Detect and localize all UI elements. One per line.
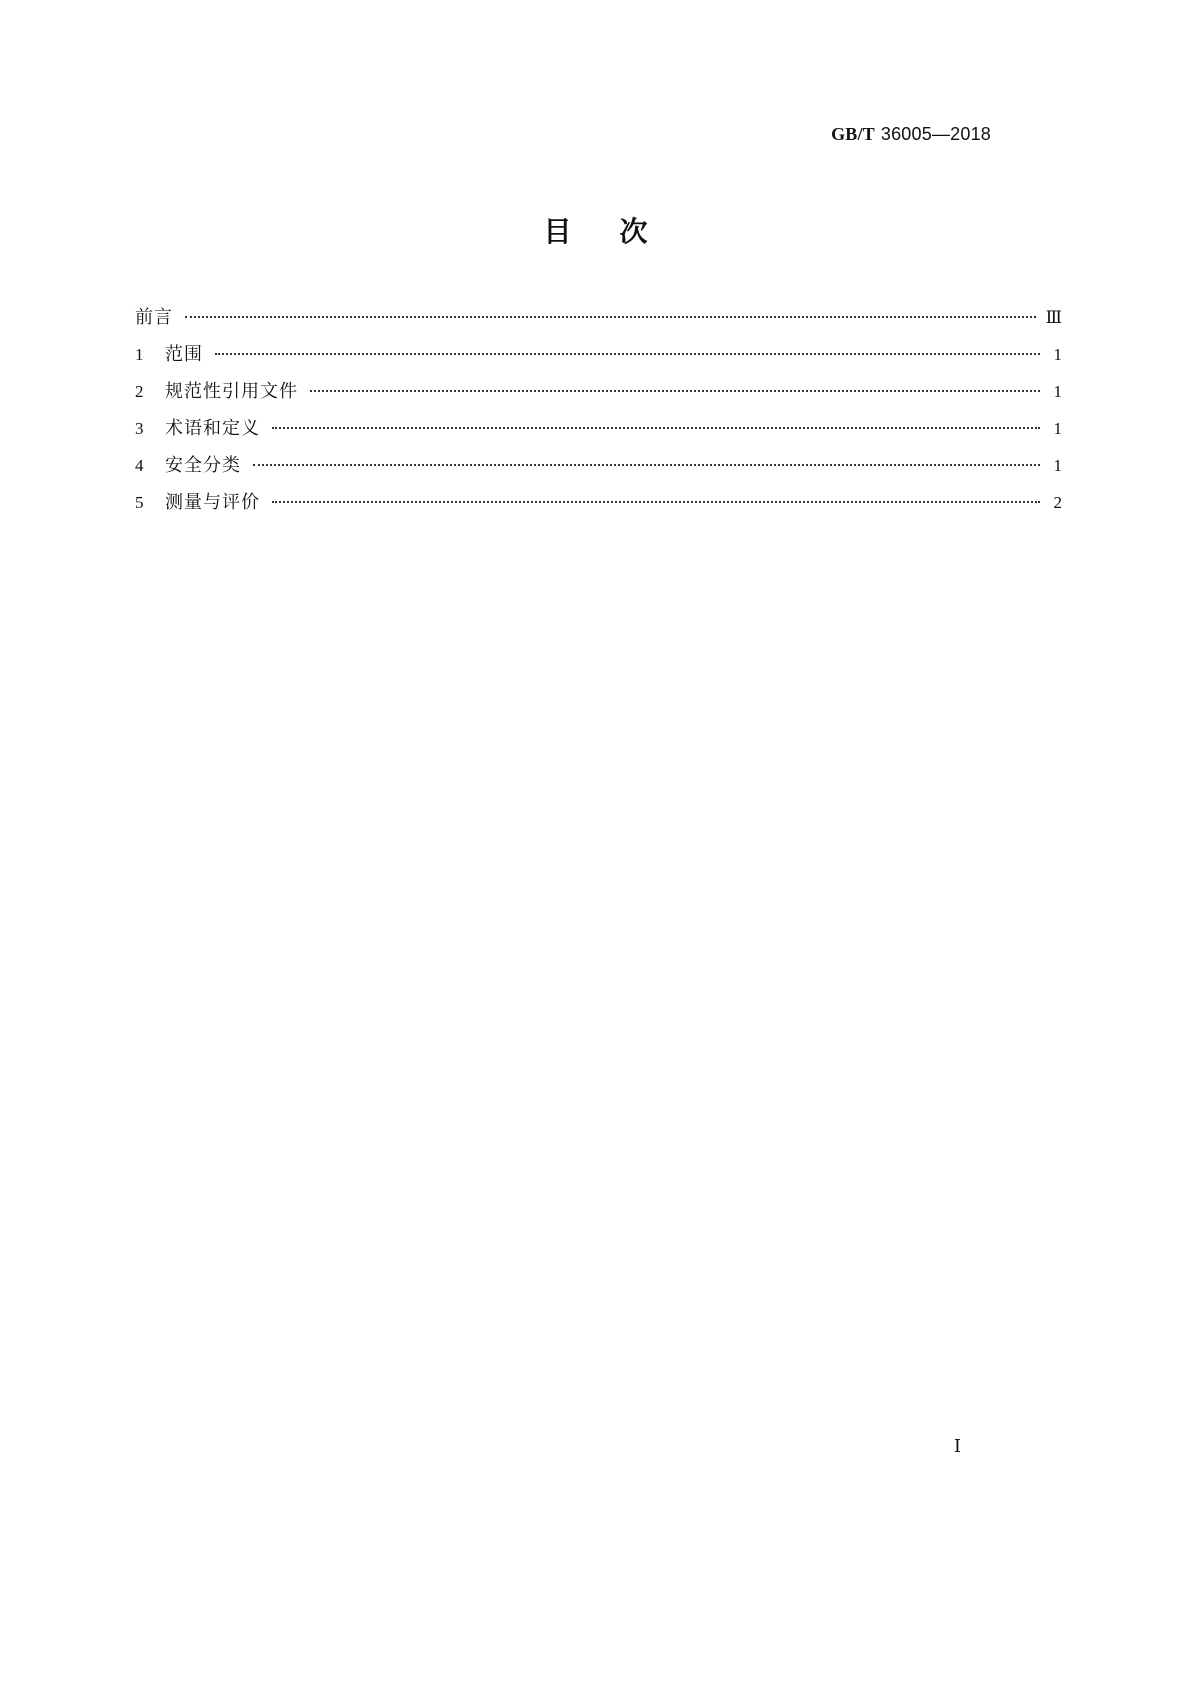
- toc-dot-leader: [185, 316, 1036, 318]
- toc-entry-normative-references[interactable]: [135, 377, 1062, 414]
- toc-entry-number: 1: [135, 345, 144, 364]
- standard-code: [831, 124, 991, 145]
- toc-entry-terms-definitions[interactable]: [135, 414, 1062, 451]
- toc-entry-page: 1: [1053, 456, 1062, 475]
- toc-entry-number: 5: [135, 493, 144, 512]
- toc-dot-leader: [310, 390, 1040, 392]
- toc-dot-leader: [272, 427, 1040, 429]
- toc-entry-page: 1: [1053, 345, 1062, 364]
- toc-entry-number: 2: [135, 382, 144, 401]
- toc-entry-page: 1: [1053, 382, 1062, 401]
- toc-dot-leader: [215, 353, 1040, 355]
- toc-entry-title: 前言: [135, 307, 173, 328]
- toc-entry-page: 1: [1053, 419, 1062, 438]
- toc-title: 目次: [543, 215, 696, 248]
- toc-entry-title: 术语和定义: [165, 418, 260, 439]
- standard-prefix: GB/T: [831, 124, 875, 144]
- toc-entry-title: 测量与评价: [165, 492, 260, 513]
- toc-entry-foreword[interactable]: [135, 303, 1062, 340]
- toc-entry-number: 4: [135, 456, 144, 475]
- toc-entry-title: 规范性引用文件: [165, 381, 298, 402]
- standard-number: 36005—2018: [880, 124, 991, 144]
- toc-entry-title: 范围: [165, 344, 203, 365]
- toc-entry-scope[interactable]: [135, 340, 1062, 377]
- toc-entry-page: 2: [1053, 493, 1062, 512]
- toc-entry-safety-classification[interactable]: [135, 451, 1062, 488]
- toc-entry-page: Ⅲ: [1045, 308, 1062, 327]
- toc-entry-number: 3: [135, 419, 144, 438]
- toc-dot-leader: [272, 501, 1040, 503]
- toc-dot-leader: [253, 464, 1040, 466]
- page-number: Ⅰ: [953, 1436, 961, 1456]
- table-of-contents: [135, 303, 1062, 525]
- toc-entry-measurement-evaluation[interactable]: [135, 488, 1062, 525]
- toc-entry-title: 安全分类: [165, 455, 241, 476]
